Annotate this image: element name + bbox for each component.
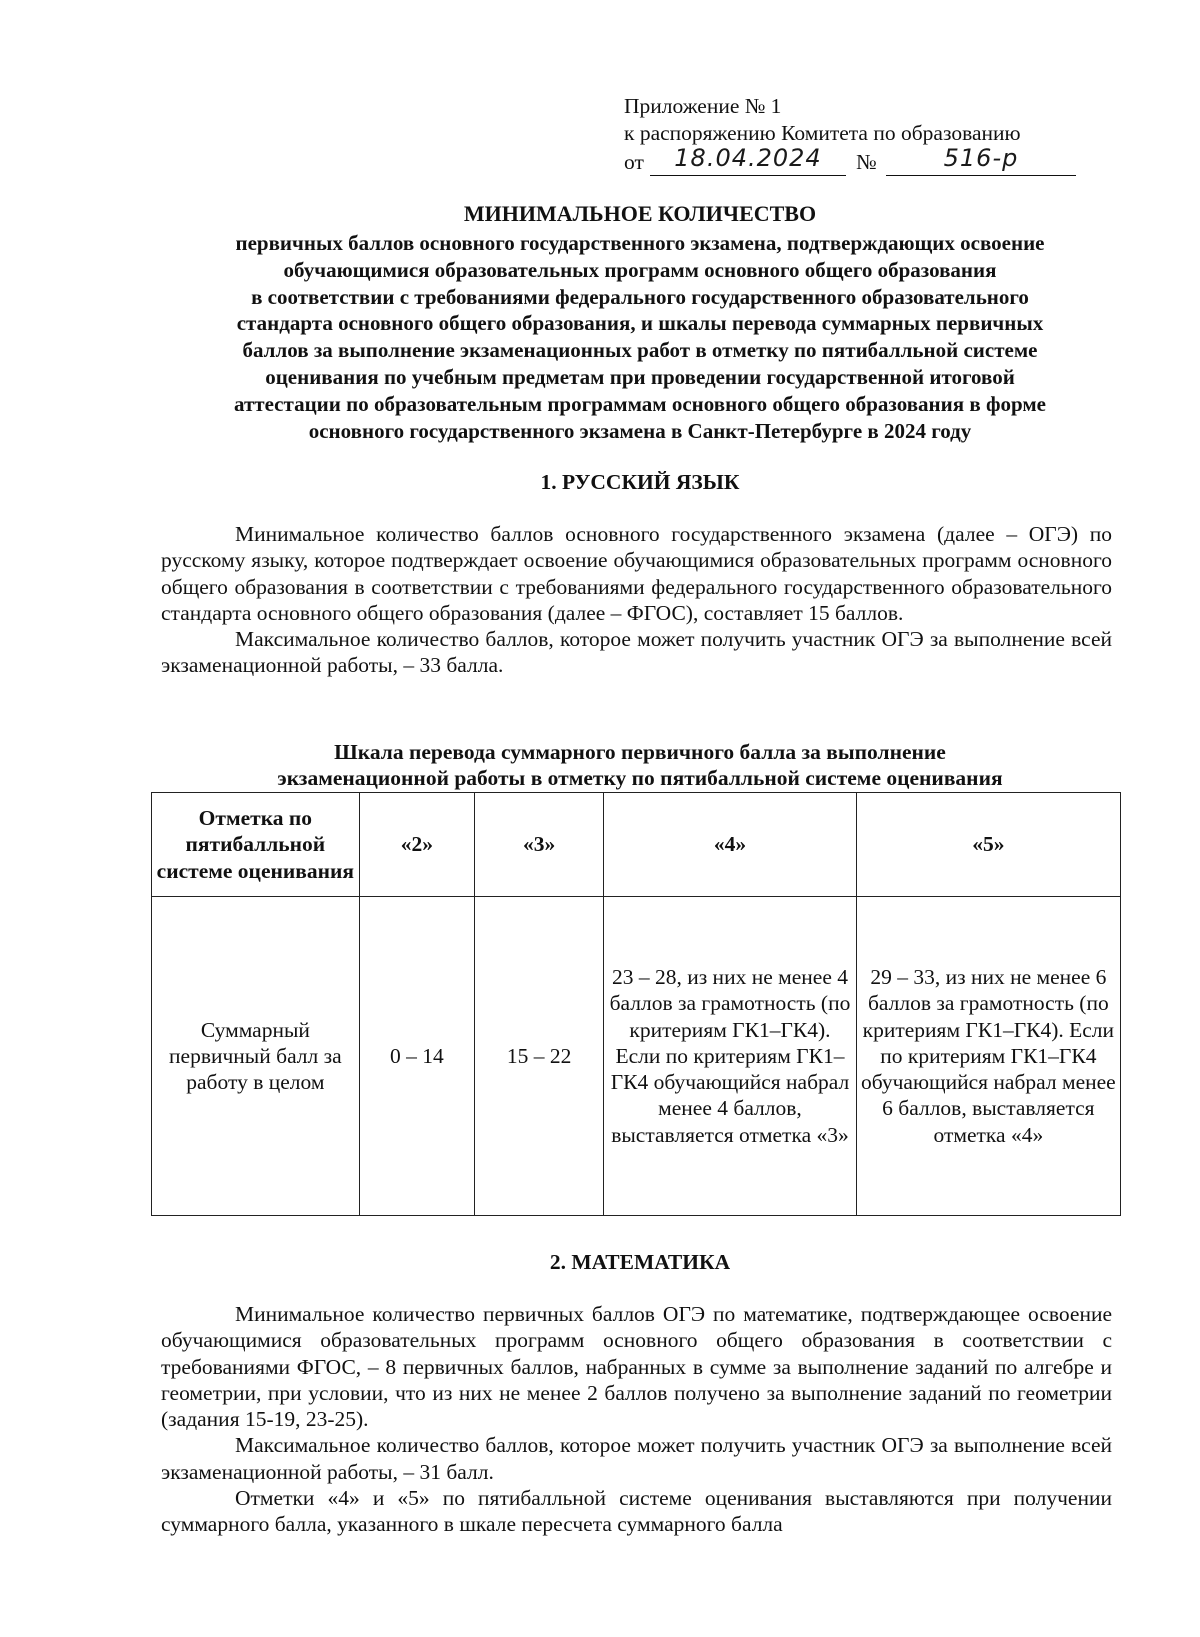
section-2-paragraph-3: Отметки «4» и «5» по пятибалльной системе оценивания выставляются при получении суммарного балла, указанного в шкале пересчета суммарного балла — [161, 1486, 1112, 1537]
table-cell: 29 – 33, из них не менее 6 баллов за грамотность (по критериям ГК1–ГК4). Если по критериям ГК1–ГК4 обучающийся набрал менее 6 баллов, выставляется отметка «4» — [856, 897, 1120, 1216]
table-header-cell: «4» — [604, 793, 856, 897]
scale-table-title-line-2: экзаменационной работы в отметку по пятибалльной системе оценивания — [277, 766, 1003, 790]
date-label: от — [624, 150, 644, 174]
appendix-line-2: к распоряжению Комитета по образованию — [624, 121, 1021, 145]
number-label: № — [856, 150, 877, 174]
section-2-paragraph-2: Максимальное количество баллов, которое может получить участник ОГЭ за выполнение всей экзаменационной работы, – 31 балл. — [161, 1433, 1112, 1484]
appendix-header — [624, 93, 1084, 177]
title-line: баллов за выполнение экзаменационных работ в отметку по пятибалльной системе — [242, 338, 1038, 363]
grade-scale-table — [151, 792, 1121, 1216]
scale-table-title — [160, 739, 1120, 791]
scale-table-title-line-1: Шкала перевода суммарного первичного балла за выполнение — [334, 740, 946, 764]
appendix-date-number-row — [624, 144, 1084, 177]
title-line: основного государственного экзамена в Санкт-Петербурге в 2024 году — [308, 418, 972, 443]
title-line: обучающимися образовательных программ основного общего образования — [283, 257, 997, 282]
number-underline — [886, 175, 1076, 176]
table-header-row — [152, 793, 1121, 897]
section-2-heading: 2. МАТЕМАТИКА — [549, 1250, 731, 1274]
table-cell: Суммарный первичный балл за работу в целом — [152, 897, 360, 1216]
title-line: в соответствии с требованиями федерального государственного образовательного — [251, 284, 1029, 309]
table-header-cell: «2» — [359, 793, 474, 897]
table-header-cell: «5» — [856, 793, 1120, 897]
table-row — [152, 897, 1121, 1216]
title-line: аттестации по образовательным программам основного общего образования в форме — [234, 391, 1046, 416]
table-cell: 23 – 28, из них не менее 4 баллов за грамотность (по критериям ГК1–ГК4). Если по критериям ГК1–ГК4 обучающийся набрал менее 4 баллов, выставляется отметка «3» — [604, 897, 856, 1216]
title-line: стандарта основного общего образования, и шкалы перевода суммарных первичных — [236, 311, 1044, 336]
section-1-paragraph-2: Максимальное количество баллов, которое может получить участник ОГЭ за выполнение всей экзаменационной работы, – 33 балла. — [161, 627, 1112, 678]
section-2-paragraph-1: Минимальное количество первичных баллов ОГЭ по математике, подтверждающее освоение обучающимися образовательных программ основного общего образования в соответствии с требованиями ФГОС, – 8 первичных баллов, набранных в сумме за выполнение заданий по алгебре и геометрии, при условии, что из них не менее 2 баллов получено за выполнение заданий по геометрии (задания 15-19, 23-25). — [161, 1302, 1112, 1432]
section-1-heading: 1. РУССКИЙ ЯЗЫК — [540, 470, 740, 494]
table-cell: 0 – 14 — [359, 897, 474, 1216]
handwritten-number: 516-р — [943, 144, 1019, 172]
document-title — [160, 200, 1120, 444]
table-header-cell: Отметка по пятибалльной системе оценивания — [152, 793, 360, 897]
table-cell: 15 – 22 — [475, 897, 604, 1216]
table-header-cell: «3» — [475, 793, 604, 897]
title-main: МИНИМАЛЬНОЕ КОЛИЧЕСТВО — [463, 201, 817, 226]
title-line: первичных баллов основного государственного экзамена, подтверждающих освоение — [235, 231, 1045, 255]
section-2-text — [161, 1301, 1112, 1538]
section-1-text — [161, 521, 1112, 679]
handwritten-date: 18.04.2024 — [674, 144, 822, 172]
title-line: оценивания по учебным предметам при проведении государственной итоговой — [265, 364, 1015, 389]
section-1-paragraph-1: Минимальное количество баллов основного государственного экзамена (далее – ОГЭ) по русскому языку, которое подтверждает освоение обучающимися образовательных программ основного общего образования в соответствии с требованиями федерального государственного образовательного стандарта основного общего образования (далее – ФГОС), составляет 15 баллов. — [161, 522, 1112, 625]
date-underline — [650, 175, 846, 176]
appendix-line-1: Приложение № 1 — [624, 94, 782, 118]
